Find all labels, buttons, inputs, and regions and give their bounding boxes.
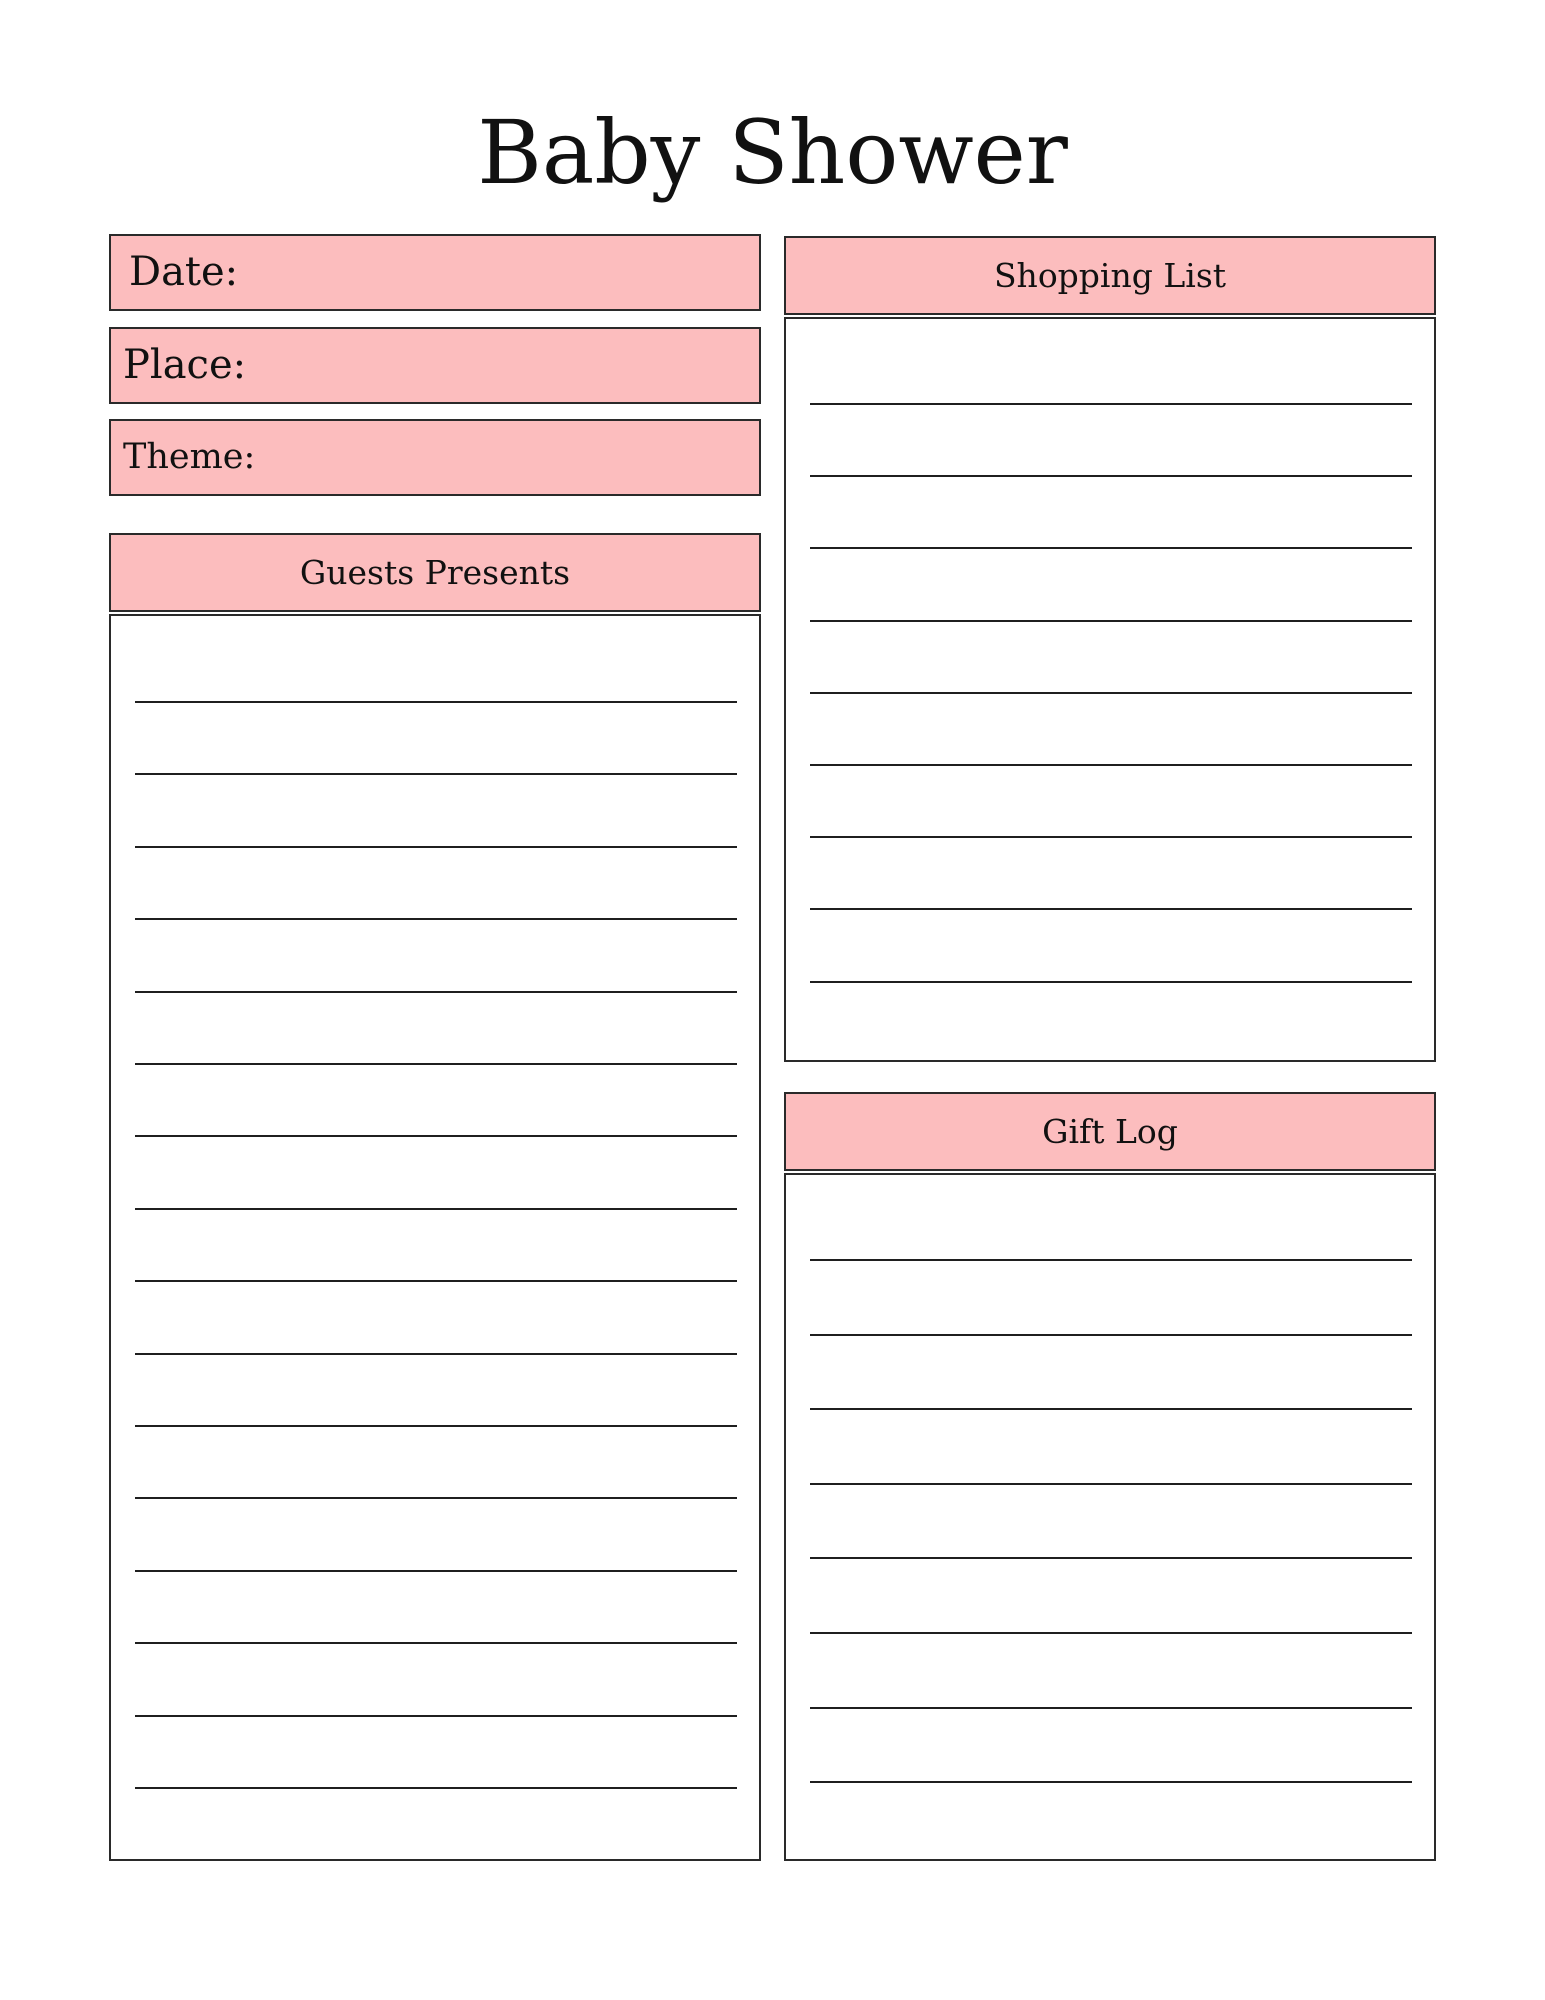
guests-presents-list[interactable]	[109, 614, 761, 1861]
write-line[interactable]	[135, 918, 737, 920]
write-line[interactable]	[135, 701, 737, 703]
theme-field[interactable]	[109, 419, 761, 496]
write-line[interactable]	[135, 1715, 737, 1717]
write-line[interactable]	[135, 1497, 737, 1499]
write-line[interactable]	[135, 1787, 737, 1789]
place-field[interactable]	[109, 327, 761, 404]
write-line[interactable]	[135, 1353, 737, 1355]
write-line[interactable]	[810, 1781, 1412, 1783]
write-line[interactable]	[810, 403, 1412, 405]
shopping-list-title: Shopping List	[993, 256, 1227, 295]
gift-log-list[interactable]	[784, 1173, 1436, 1861]
write-line[interactable]	[810, 908, 1412, 910]
gift-log-header	[784, 1092, 1436, 1171]
guests-presents-header	[109, 533, 761, 612]
write-line[interactable]	[810, 1483, 1412, 1485]
write-line[interactable]	[810, 981, 1412, 983]
write-line[interactable]	[135, 1280, 737, 1282]
place-label: Place:	[123, 342, 247, 388]
write-line[interactable]	[810, 764, 1412, 766]
write-line[interactable]	[135, 1642, 737, 1644]
theme-label: Theme:	[123, 437, 256, 477]
write-line[interactable]	[135, 1425, 737, 1427]
write-line[interactable]	[810, 836, 1412, 838]
write-line[interactable]	[810, 620, 1412, 622]
write-line[interactable]	[810, 1334, 1412, 1336]
write-line[interactable]	[810, 475, 1412, 477]
write-line[interactable]	[810, 1707, 1412, 1709]
write-line[interactable]	[135, 1570, 737, 1572]
write-line[interactable]	[135, 1135, 737, 1137]
shopping-list[interactable]	[784, 317, 1436, 1062]
date-field[interactable]	[109, 234, 761, 311]
gift-log-title: Gift Log	[1042, 1112, 1178, 1151]
write-line[interactable]	[135, 1063, 737, 1065]
write-line[interactable]	[810, 547, 1412, 549]
write-line[interactable]	[810, 692, 1412, 694]
write-line[interactable]	[810, 1408, 1412, 1410]
shopping-list-header	[784, 236, 1436, 315]
date-label: Date:	[129, 249, 239, 295]
guests-presents-title: Guests Presents	[299, 553, 571, 592]
write-line[interactable]	[135, 991, 737, 993]
page-title: Baby Shower	[477, 101, 1068, 204]
write-line[interactable]	[135, 773, 737, 775]
write-line[interactable]	[810, 1557, 1412, 1559]
write-line[interactable]	[810, 1259, 1412, 1261]
write-line[interactable]	[135, 846, 737, 848]
write-line[interactable]	[810, 1632, 1412, 1634]
write-line[interactable]	[135, 1208, 737, 1210]
